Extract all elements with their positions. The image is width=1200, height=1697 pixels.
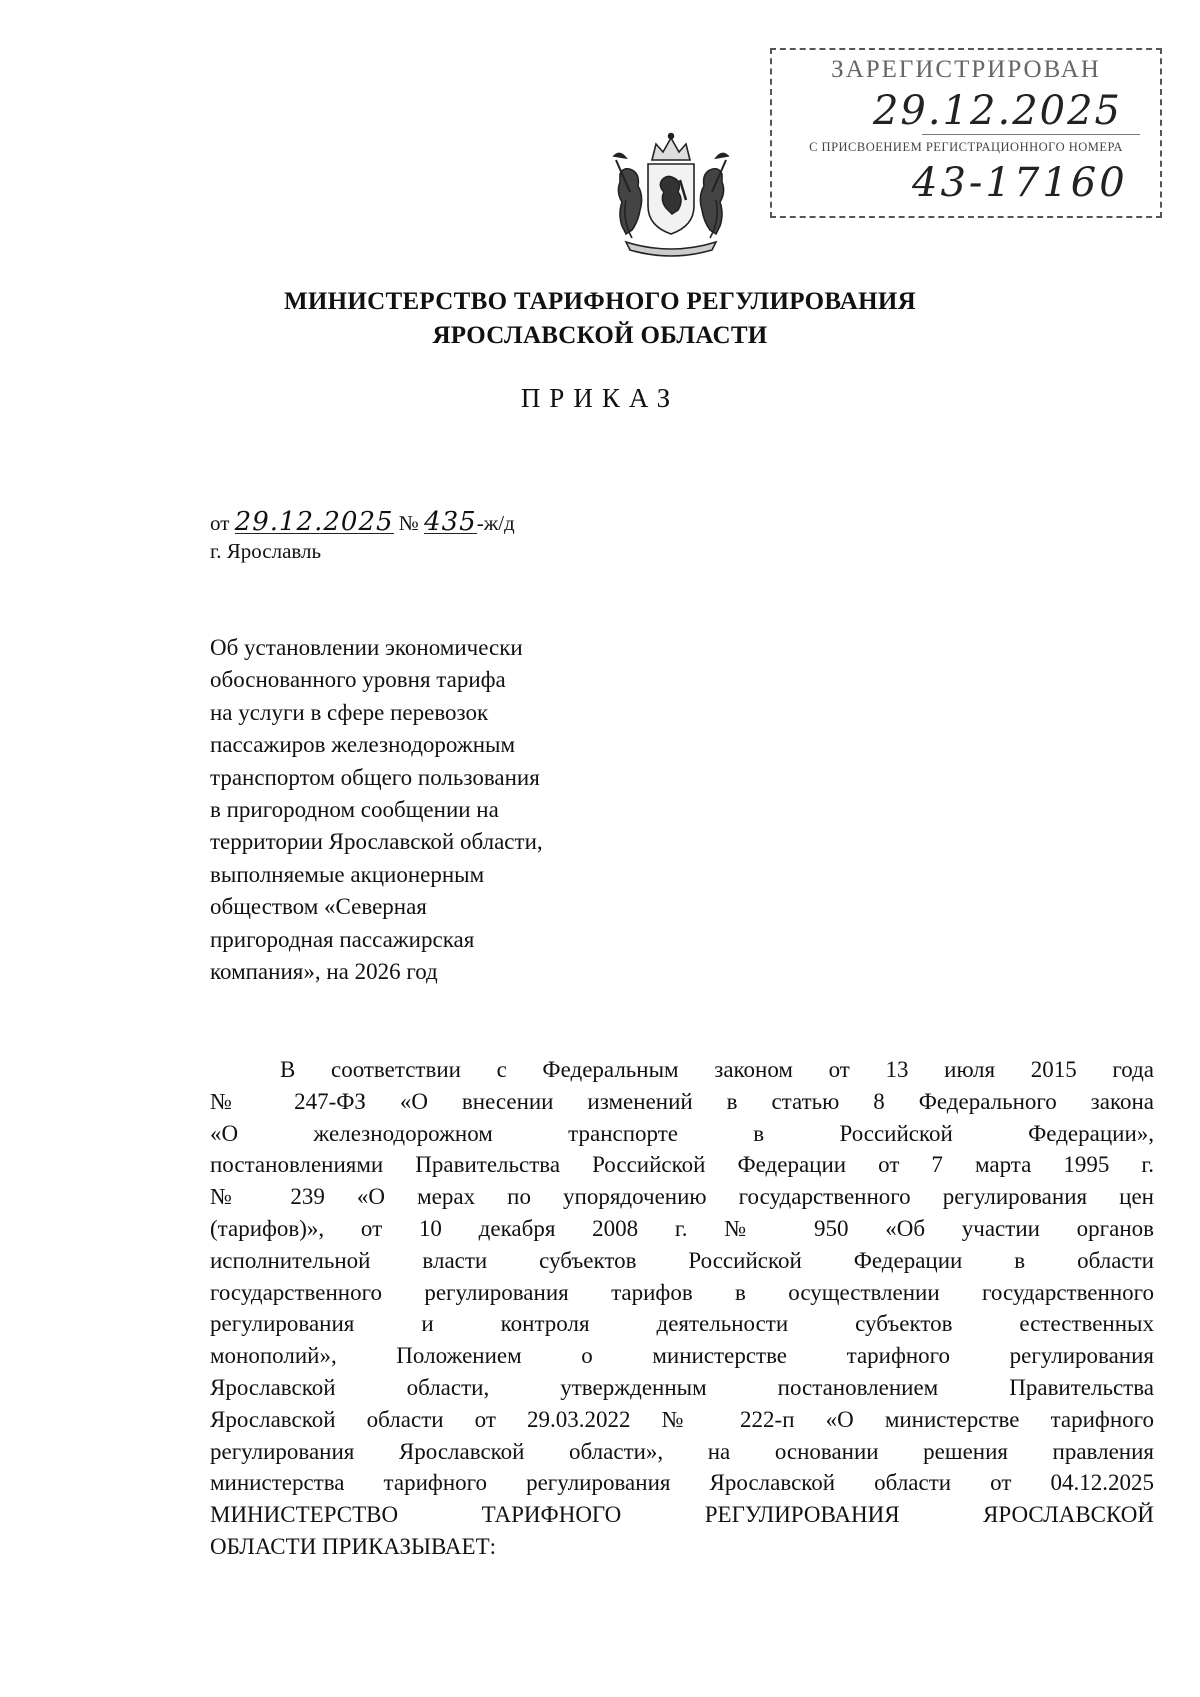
body-line: постановлениями Правительства Российской Федерации от 7 марта 1995 г. — [210, 1152, 1154, 1178]
yaroslavl-coat-of-arms-icon — [612, 130, 730, 260]
body-line: № 239 «О мерах по упорядочению государственного регулирования цен — [210, 1184, 1154, 1210]
stamp-date: 29.12.2025 — [872, 88, 1122, 134]
order-subject — [210, 632, 650, 988]
ministry-name — [0, 285, 1200, 353]
body-line: монополий», Положением о министерстве тарифного регулирования — [210, 1343, 1154, 1369]
order-city: г. Ярославль — [210, 539, 322, 563]
stamp-title: ЗАРЕГИСТРИРОВАН — [831, 56, 1101, 83]
order-body — [210, 1054, 1154, 1563]
order-number-suffix: -ж/д — [476, 511, 515, 535]
order-date-number-line — [210, 507, 515, 537]
order-number-label: № — [398, 511, 419, 535]
subject-line: выполняемые акционерным — [210, 861, 485, 887]
stamp-number: 43-17160 — [912, 160, 1128, 206]
subject-line: на услуги в сфере перевозок — [210, 699, 489, 725]
subject-line: территории Ярославской области, — [210, 829, 543, 855]
order-date: 29.12.2025 — [234, 507, 394, 537]
stamp-divider — [922, 134, 1140, 135]
body-line: Ярославской области, утвержденным постановлением Правительства — [210, 1374, 1154, 1400]
body-line: регулирования Ярославской области», на основании решения правления — [210, 1438, 1154, 1464]
body-line: (тарифов)», от 10 декабря 2008 г. № 950 «Об участии органов — [210, 1215, 1154, 1241]
subject-line: обоснованного уровня тарифа — [210, 667, 506, 693]
order-number: 435 — [424, 507, 477, 537]
body-line: МИНИСТЕРСТВО ТАРИФНОГО РЕГУЛИРОВАНИЯ ЯРОСЛАВСКОЙ — [210, 1502, 1154, 1528]
body-line: министерства тарифного регулирования Ярославской области от 04.12.2025 — [210, 1470, 1154, 1496]
order-from-label: от — [210, 511, 230, 535]
body-line: В соответствии с Федеральным законом от 13 июля 2015 года — [280, 1057, 1154, 1082]
registration-stamp — [770, 48, 1162, 218]
body-line: исполнительной власти субъектов Российской Федерации в области — [210, 1247, 1154, 1273]
subject-line: пассажиров железнодорожным — [210, 732, 516, 758]
ministry-name-line-1: МИНИСТЕРСТВО ТАРИФНОГО РЕГУЛИРОВАНИЯ — [283, 288, 916, 315]
subject-line: транспортом общего пользования — [210, 764, 540, 790]
document-type-title: ПРИКАЗ — [520, 383, 680, 413]
subject-line: в пригородном сообщении на — [210, 797, 499, 823]
body-line: № 247-ФЗ «О внесении изменений в статью 8 Федерального закона — [210, 1088, 1154, 1114]
subject-line: обществом «Северная — [210, 894, 427, 920]
subject-line: компания», на 2026 год — [210, 959, 438, 985]
body-line: государственного регулирования тарифов в осуществлении государственного — [210, 1279, 1154, 1305]
subject-line: Об установлении экономически — [210, 635, 523, 660]
body-line: ОБЛАСТИ ПРИКАЗЫВАЕТ: — [210, 1533, 497, 1559]
body-line: «О железнодорожном транспорте в Российской Федерации», — [210, 1120, 1154, 1146]
stamp-subtitle: С ПРИСВОЕНИЕМ РЕГИСТРАЦИОННОГО НОМЕРА — [809, 140, 1123, 154]
subject-line: пригородная пассажирская — [210, 926, 475, 952]
body-line: Ярославской области от 29.03.2022 № 222-п «О министерстве тарифного — [210, 1406, 1154, 1432]
ministry-name-line-2: ЯРОСЛАВСКОЙ ОБЛАСТИ — [432, 322, 768, 349]
body-line: регулирования и контроля деятельности субъектов естественных — [210, 1311, 1154, 1337]
